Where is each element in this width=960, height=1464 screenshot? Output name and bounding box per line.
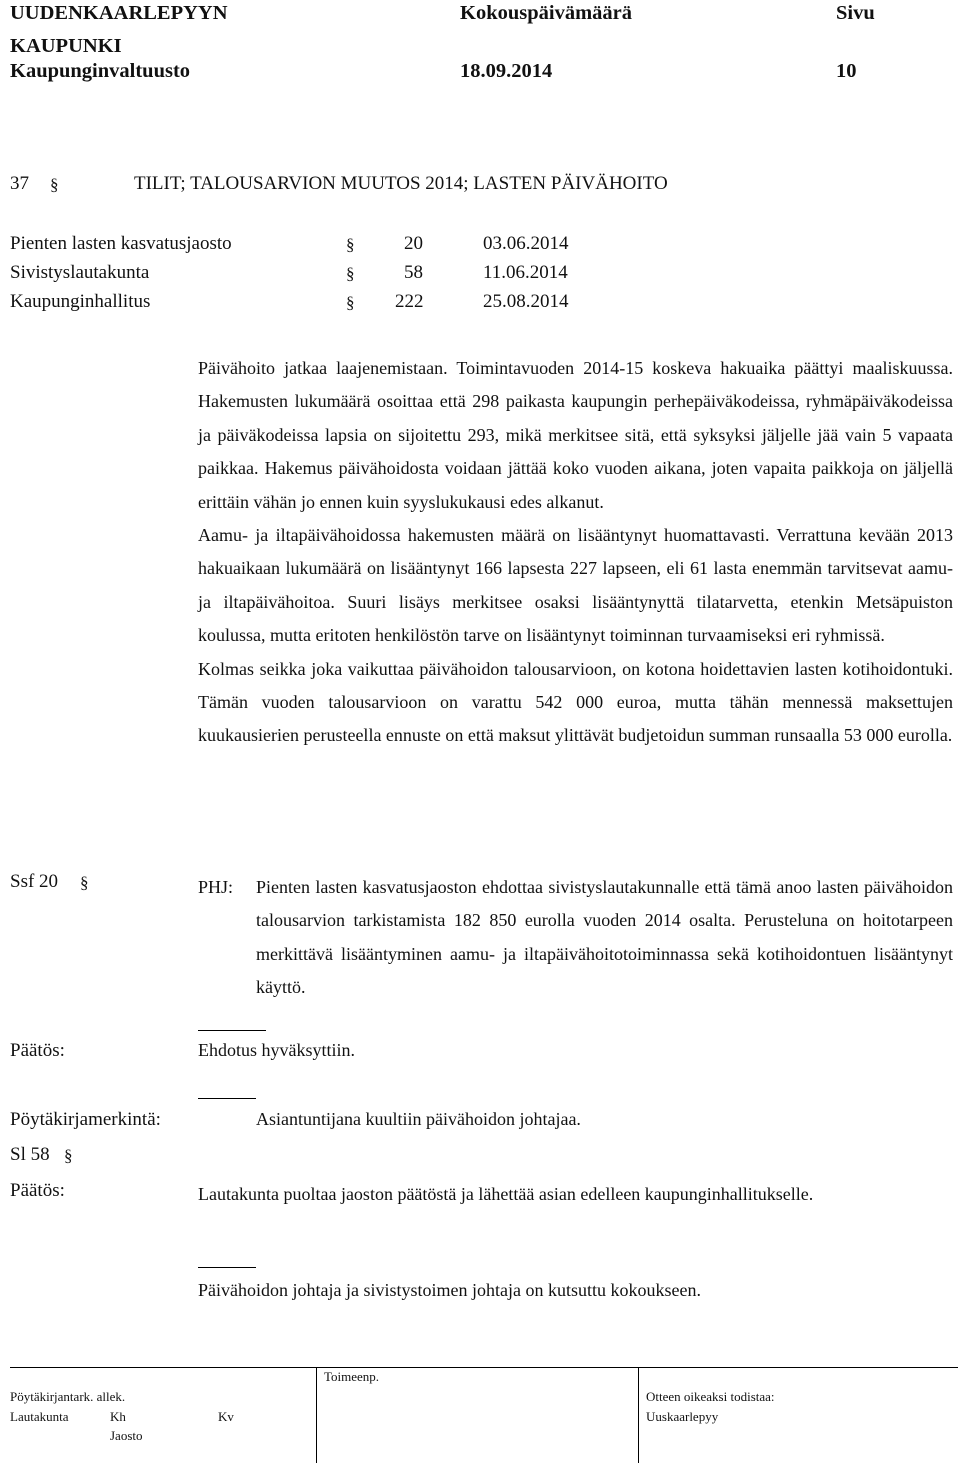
footer-toimeenp: Toimeenp. — [324, 1369, 380, 1384]
item-number: 37 — [10, 173, 29, 194]
history-date-1: 03.06.2014 — [483, 233, 569, 254]
date-label: Kokouspäivämäärä — [460, 2, 632, 24]
history-body-2: Sivistyslautakunta — [10, 262, 150, 283]
separator-3 — [198, 1267, 256, 1268]
ssf-label: Ssf 20 — [10, 871, 59, 892]
separator-2 — [198, 1098, 256, 1099]
section-sign: § — [50, 175, 59, 194]
org-name-line1: UUDENKAARLEPYYN — [10, 2, 228, 24]
history-sign-1: § — [346, 235, 355, 254]
history-number-3: 222 — [395, 291, 424, 312]
footer-kv: Kv — [218, 1409, 234, 1424]
item-title: TILIT; TALOUSARVION MUUTOS 2014; LASTEN PÄIVÄHOITO — [134, 173, 668, 194]
body-name: Kaupunginvaltuusto — [10, 60, 191, 82]
history-date-2: 11.06.2014 — [483, 262, 568, 283]
decision-2-text: Lautakunta puoltaa jaoston päätöstä ja lähettää asian edelleen kaupunginhallitukselle. — [198, 1184, 814, 1204]
footer-place: Uuskaarlepyy — [646, 1409, 719, 1424]
paragraph-2: Aamu- ja iltapäivähoidossa hakemusten määrä on lisääntynyt huomattavasti. Verrattuna kevään 2013 hakuaikaan lukumäärä on lisääntynyt 166 lapsesta 227 lapseen, eli 61 lasta enemmän tarvitsevat aamu- ja iltapäivähoitoa. Suuri lisäys merkitsee osaksi lisääntynyttä tilatarvetta, etenkin Metsäpuiston koulussa, mutta eritoten henkilöstön tarve on lisääntynyt toiminnan turvaamiseksi eri ryhmissä. — [198, 525, 953, 646]
separator-1 — [198, 1030, 266, 1031]
org-name-line2: KAUPUNKI — [10, 35, 122, 57]
footer-jaosto: Jaosto — [110, 1428, 143, 1443]
history-number-1: 20 — [404, 233, 423, 254]
footer-divider-1 — [316, 1367, 317, 1463]
sl-label: Sl 58 — [10, 1144, 50, 1165]
meeting-date: 18.09.2014 — [460, 60, 553, 82]
paragraph-1: Päivähoito jatkaa laajenemistaan. Toimintavuoden 2014-15 koskeva hakuaika päättyi maaliskuussa. Hakemusten lukumäärä osoittaa että 298 paikasta kaupungin perhepäiväkodeissa, ryhmäpäiväkodeissa ja päiväkodeissa lapsia on sijoitettu 293, mikä merkitsee sitä, että syksyksi jäljelle jää vain 5 vapaata paikkaa. Hakemus päivähoidosta voidaan jättää koko vuoden aikana, joten vapaita paikkoja on jäljellä erittäin vähän jo ennen kuin syyslukukausi edes alkanut. — [198, 358, 953, 512]
paragraph-3: Kolmas seikka joka vaikuttaa päivähoidon talousarvioon, on kotona hoidettavien lasten kotihoidontuki. Tämän vuoden talousarvioon on varattu 542 000 euroa, mutta tähän mennessä maksettujen kuukausierien perusteella ennuste on että maksut ylittävät budjetoidun summan runsaalla 53 000 eurolla. — [198, 658, 953, 746]
proposal-prefix: PHJ: — [198, 877, 234, 897]
main-text — [198, 352, 953, 753]
ssf-sign: § — [80, 873, 89, 892]
sl-sign: § — [64, 1146, 73, 1165]
footer-kh: Kh — [110, 1409, 126, 1424]
decision-2-label: Päätös: — [10, 1180, 65, 1201]
history-sign-3: § — [346, 293, 355, 312]
history-number-2: 58 — [404, 262, 423, 283]
history-date-3: 25.08.2014 — [483, 291, 569, 312]
footer-certified-label: Otteen oikeaksi todistaa: — [646, 1389, 775, 1404]
final-note: Päivähoidon johtaja ja sivistystoimen johtaja on kutsuttu kokoukseen. — [198, 1280, 701, 1300]
minutes-note-text: Asiantuntijana kuultiin päivähoidon johtajaa. — [256, 1109, 581, 1129]
history-body-3: Kaupunginhallitus — [10, 291, 151, 312]
minutes-note-label: Pöytäkirjamerkintä: — [10, 1109, 161, 1130]
footer-signed-label: Pöytäkirjantark. allek. — [10, 1389, 126, 1404]
decision-1-label: Päätös: — [10, 1040, 65, 1061]
page-label: Sivu — [836, 2, 875, 24]
footer-top-rule — [10, 1367, 958, 1368]
footer-lautakunta: Lautakunta — [10, 1409, 69, 1424]
proposal-text: Pienten lasten kasvatusjaoston ehdottaa sivistyslautakunnalle että tämä anoo lasten päivähoidon talousarvion tarkistamista 182 850 eurolla vuoden 2014 osalta. Perusteluna on hoitotarpeen merkittävä lisääntyminen aamu- ja iltapäivähoitotoiminnassa sekä kotihoidontuen lisääntynyt käyttö. — [256, 877, 953, 998]
history-sign-2: § — [346, 264, 355, 283]
footer-divider-2 — [638, 1367, 639, 1463]
page-number: 10 — [836, 60, 857, 82]
decision-1-text: Ehdotus hyväksyttiin. — [198, 1040, 355, 1060]
history-body-1: Pienten lasten kasvatusjaosto — [10, 233, 232, 254]
